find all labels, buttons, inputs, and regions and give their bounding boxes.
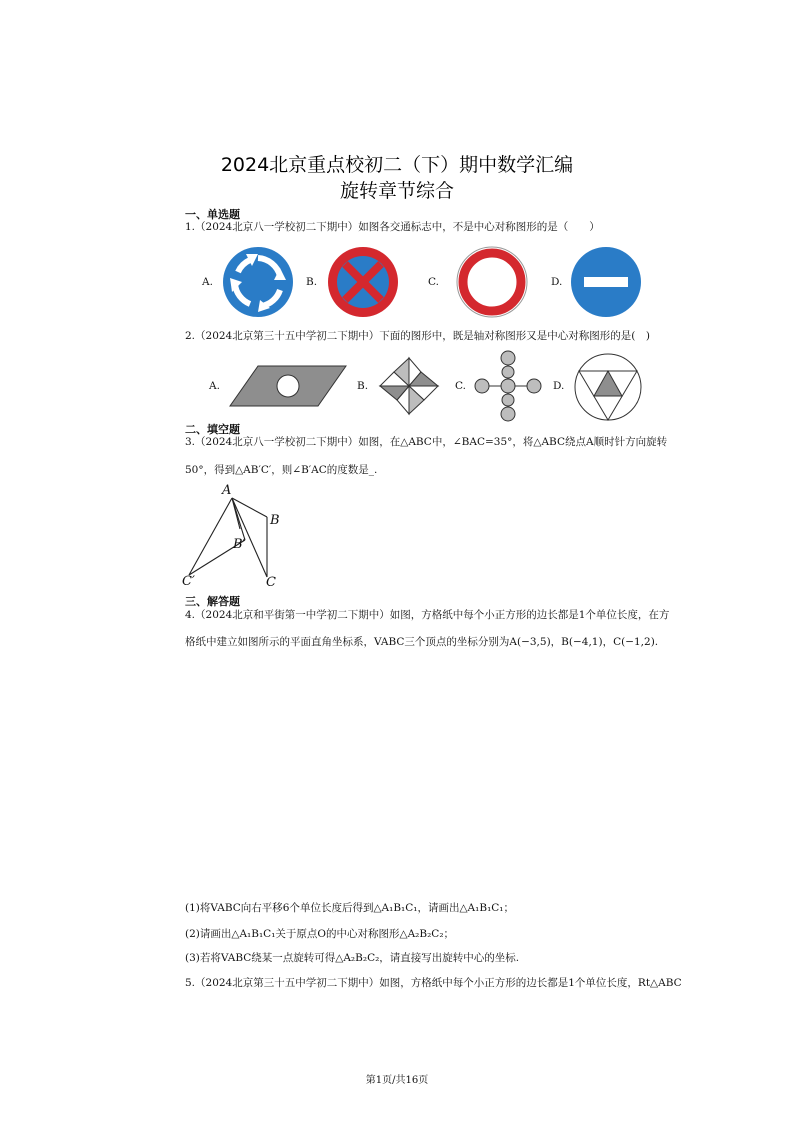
q2-option-c-label: C. (455, 380, 466, 392)
circle-with-triangles-icon (573, 352, 643, 422)
vertex-label-a: A (222, 483, 232, 498)
question-3-line-2: 50°，得到△AB′C′，则∠B′AC的度数是_. (185, 464, 378, 476)
roundabout-sign-icon (222, 246, 294, 318)
question-4-line-2: 格纸中建立如图所示的平面直角坐标系，VABC三个顶点的坐标分别为A(−3,5)，B(−4,1)，C(−1,2). (185, 636, 659, 648)
vertex-label-c: C (266, 575, 276, 590)
section-heading-single-choice: 一、单选题 (185, 208, 240, 221)
q2-option-a-label: A. (209, 380, 220, 392)
question-5-line-1: 5.（2024北京第三十五中学初二下期中）如图，方格纸中每个小正方形的边长都是1个单位长度，Rt△ABC (185, 977, 682, 989)
question-4-sub-1: (1)将VABC向右平移6个单位长度后得到△A₁B₁C₁，请画出△A₁B₁C₁； (185, 902, 515, 914)
parallelogram-with-hole-icon (228, 364, 348, 408)
question-1-text: 1.（2024北京八一学校初二下期中）如图各交通标志中，不是中心对称图形的是（ ） (185, 221, 600, 233)
question-3-line-1: 3.（2024北京八一学校初二下期中）如图，在△ABC中，∠BAC=35°，将△ABC绕点A顺时针方向旋转 (185, 436, 668, 448)
page-number: 第1页/共16页 (365, 1075, 429, 1086)
no-entry-bar-sign-icon (570, 246, 642, 318)
cross-of-circles-icon (474, 350, 542, 422)
q2-option-b-label: B. (357, 380, 369, 392)
question-4-sub-2: (2)请画出△A₁B₁C₁关于原点O的中心对称图形△A₂B₂C₂； (185, 928, 455, 940)
document-subtitle: 旋转章节综合 (339, 180, 454, 202)
q1-option-d-label: D. (551, 276, 563, 288)
question-2-text: 2.（2024北京第三十五中学初二下期中）下面的图形中，既是轴对称图形又是中心对称图形的是( ) (185, 330, 650, 342)
question-4-line-1: 4.（2024北京和平街第一中学初二下期中）如图，方格纸中每个小正方形的边长都是1个单位长度，在方 (185, 609, 670, 621)
section-heading-solution: 三、解答题 (185, 595, 240, 608)
section-heading-fill-blank: 二、填空题 (185, 423, 240, 436)
vertex-label-b-prime: B′ (233, 537, 246, 552)
vertex-label-b: B (270, 513, 280, 528)
no-stopping-sign-icon (326, 245, 400, 319)
q2-option-d-label: D. (553, 380, 565, 392)
vertex-label-c-prime: C′ (182, 574, 195, 589)
q1-option-a-label: A. (202, 276, 213, 288)
q1-option-b-label: B. (306, 276, 318, 288)
q1-option-c-label: C. (428, 276, 439, 288)
pinwheel-icon (376, 355, 442, 417)
question-4-sub-3: (3)若将VABC绕某一点旋转可得△A₂B₂C₂，请直接写出旋转中心的坐标. (185, 952, 520, 964)
no-entry-ring-sign-icon (455, 245, 529, 319)
document-title: 2024北京重点校初二（下）期中数学汇编 (220, 154, 574, 176)
